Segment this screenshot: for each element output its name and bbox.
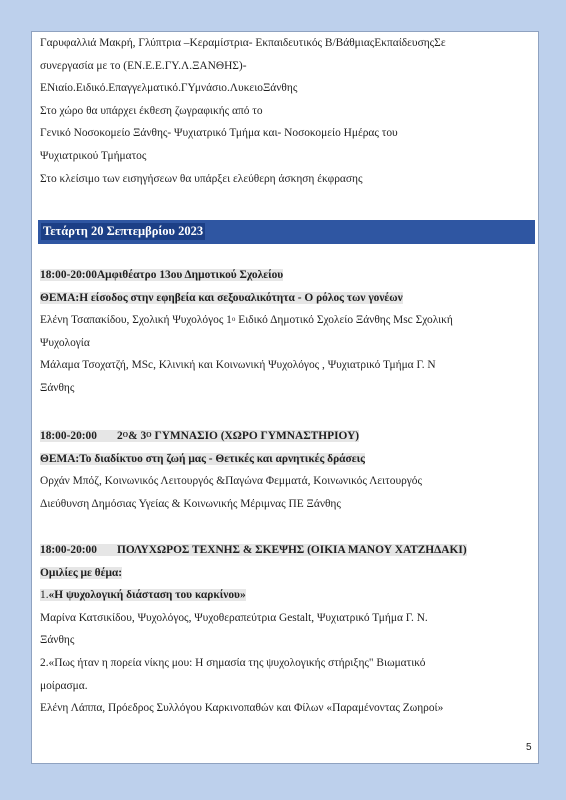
session-2-speakers-org: Διεύθυνση Δημόσιας Υγείας & Κοινωνικής Μέριμνας ΠΕ Ξάνθης — [40, 497, 341, 510]
intro-line: Ψυχιατρικού Τμήματος — [40, 149, 147, 162]
document-page — [31, 31, 539, 764]
session-1-speaker-2: Μάλαμα Τσοχατζή, MSc, Κλινική και Κοινωνική Ψυχολόγος , Ψυχιατρικό Τμήμα Γ. Ν — [40, 359, 436, 372]
session-1 — [40, 264, 532, 400]
intro-line: Γενικό Νοσοκομείο Ξάνθης- Ψυχιατρικό Τμήμα και- Νοσοκομείο Ημέρας του — [40, 127, 398, 140]
session-3-time-place: 18:00-20:00 ΠΟΛΥΧΩΡΟΣ ΤΕΧΝΗΣ & ΣΚΕΨΗΣ (ΟΙΚΙΑ ΜΑΝΟΥ ΧΑΤΖΗΔΑΚΙ) — [40, 544, 467, 556]
session-3-talk-2-speaker: Ελένη Λάππα, Πρόεδρος Συλλόγου Καρκινοπαθών και Φίλων «Παραμένοντας Ζωηροί» — [40, 702, 444, 715]
page-number: 5 — [526, 742, 532, 753]
day-heading-band — [38, 220, 535, 244]
session-3-talk-1-speaker-cont: Ξάνθης — [40, 634, 75, 647]
session-1-time-place: 18:00-20:00Αμφιθέατρο 13ου Δημοτικού Σχολείου — [40, 269, 284, 281]
session-3-talk-2-title-cont: μοίρασμα. — [40, 679, 88, 692]
session-3-talks-heading: Ομιλίες με θέμα: — [40, 566, 123, 579]
intro-line: Στο κλείσιμο των εισηγήσεων θα υπάρξει ελεύθερη άσκηση έκφρασης — [40, 172, 363, 185]
session-1-theme: ΘΕΜΑ:Η είσοδος στην εφηβεία και σεξουαλικότητα - Ο ρόλος των γονέων — [40, 291, 403, 304]
session-2-theme: ΘΕΜΑ:Το διαδίκτυο στη ζωή μας - Θετικές και αρνητικές δράσεις — [40, 452, 365, 465]
session-2-time-place: 18:00-20:00 $2^O\&$ $3^O$ ΓΥΜΝΑΣΙΟ (ΧΩΡΟ ΓΥΜΝΑΣΤΗΡΙΟΥ) — [40, 430, 360, 442]
session-1-speaker-2-cont: Ξάνθης — [40, 381, 75, 394]
day-heading: Τετάρτη 20 Σεπτεμβρίου 2023 — [43, 224, 204, 238]
session-3-talk-1-title: 1.«Η ψυχολογική διάσταση του καρκίνου» — [40, 589, 246, 602]
session-3 — [40, 539, 532, 720]
intro-line: Στο χώρο θα υπάρχει έκθεση ζωγραφικής από το — [40, 104, 263, 117]
intro-line: Γαρυφαλλιά Μακρή, Γλύπτρια –Κεραμίστρια- Εκπαιδευτικός Β/ΒάθμιαςΕκπαίδευσηςΣε — [40, 37, 446, 49]
session-2-speakers: Ορχάν Μπόζ, Κοινωνικός Λειτουργός &Παγώνα Φεμματά, Κοινωνικός Λειτουργός — [40, 475, 423, 488]
intro-line: ΕΝιαίο.Ειδικό.Επαγγελματικό.ΓΥμνάσιο.ΛυκειοΞάνθης — [40, 82, 298, 95]
session-2 — [40, 425, 532, 515]
session-3-talk-1-speaker: Μαρίνα Κατσικίδου, Ψυχολόγος, Ψυχοθεραπεύτρια Gestalt, Ψυχιατρικό Τμήμα Γ. Ν. — [40, 611, 428, 624]
intro-line: συνεργασία με το (ΕΝ.Ε.Ε.ΓΥ.Λ.ΞΑΝΘΗΣ)- — [40, 59, 247, 72]
session-3-talk-2-title: 2.«Πως ήταν η πορεία νίκης μου: Η σημασία της ψυχολογικής στήριξης" Βιωματικό — [40, 656, 426, 669]
session-1-speaker-1: Ελένη Τσαπακίδου, Σχολική Ψυχολόγος $1^o$ Ειδικό Δημοτικό Σχολείο Ξάνθης Msc Σχολική — [40, 314, 453, 327]
intro-block — [40, 32, 532, 190]
session-1-speaker-1-cont: Ψυχολογία — [40, 336, 90, 349]
